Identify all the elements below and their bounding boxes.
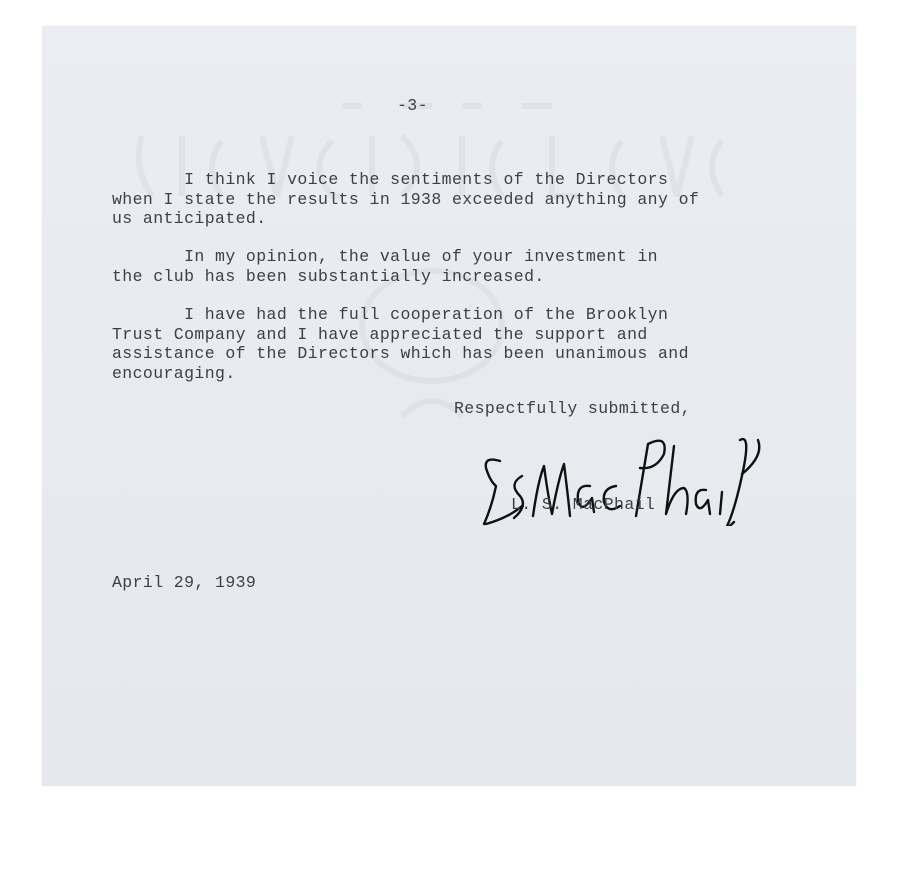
paragraph-3: I have had the full cooperation of the Brooklyn Trust Company and I have appreciated the support and assistance of the Directors which has been unanimous and encouraging. [112,305,689,383]
letter-page [42,26,856,786]
page-number: -3- [397,96,428,115]
closing-line: Respectfully submitted, [454,399,691,418]
paragraph-1: I think I voice the sentiments of the Directors when I state the results in 1938 exceeded anything any of us anticipated. [112,170,700,228]
paragraph-2: In my opinion, the value of your investment in the club has been substantially increased. [112,247,658,286]
signer-name: L. S. MacPhail [511,495,656,514]
letter-date: April 29, 1939 [112,573,257,592]
